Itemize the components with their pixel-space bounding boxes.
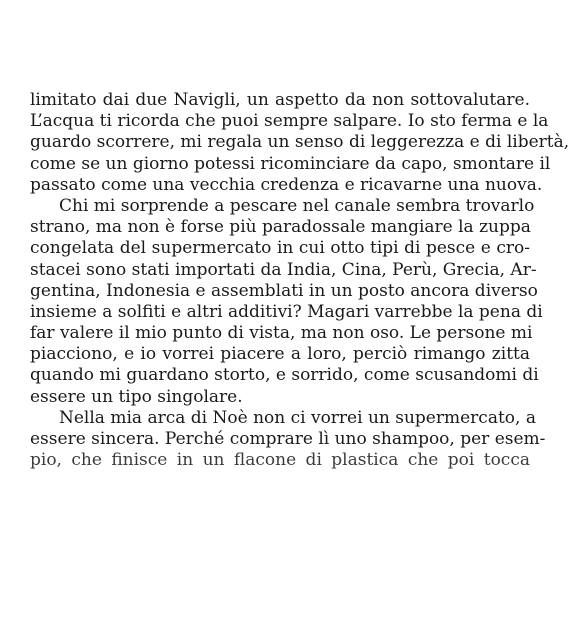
- text-line-6: Chi mi sorprende a pescare nel canale sembra trovarlo: [59, 195, 535, 216]
- text-line-3: guardo scorrere, mi regala un senso di leggerezza e di libertà,: [30, 132, 569, 153]
- text-line-18: pio, che finisce in un flacone di plastica che poi tocca: [30, 450, 530, 471]
- text-line-4: come se un giorno potessi ricominciare da capo, smontare il: [30, 153, 551, 174]
- text-line-14: quando mi guardano storto, e sorrido, come scusandomi di: [30, 365, 539, 386]
- body-text: [30, 90, 569, 471]
- text-line-15: essere un tipo singolare.: [30, 386, 243, 407]
- text-line-8: congelata del supermercato in cui otto tipi di pesce e cro-: [30, 238, 530, 259]
- text-line-17: essere sincera. Perché comprare lì uno shampoo, per esem-: [30, 429, 546, 449]
- text-line-7: strano, ma non è forse più paradossale mangiare la zuppa: [30, 217, 531, 238]
- text-line-10: gentina, Indonesia e assemblati in un posto ancora diverso: [30, 280, 538, 301]
- text-line-2: L’acqua ti ricorda che puoi sempre salpare. Io sto ferma e la: [30, 111, 549, 132]
- text-line-5: passato come una vecchia credenza e ricavarne una nuova.: [30, 174, 543, 195]
- text-line-13: piacciono, e io vorrei piacere a loro, perciò rimango zitta: [30, 344, 530, 365]
- text-line-11: insieme a solfiti e altri additivi? Magari varrebbe la pena di: [30, 301, 543, 322]
- text-line-1: limitato dai due Navigli, un aspetto da non sottovalutare.: [30, 90, 530, 110]
- text-line-12: far valere il mio punto di vista, ma non oso. Le persone mi: [30, 323, 533, 344]
- text-line-16: Nella mia arca di Noè non ci vorrei un supermercato, a: [59, 407, 536, 428]
- text-line-9: stacei sono stati importati da India, Cina, Perù, Grecia, Ar-: [30, 259, 537, 280]
